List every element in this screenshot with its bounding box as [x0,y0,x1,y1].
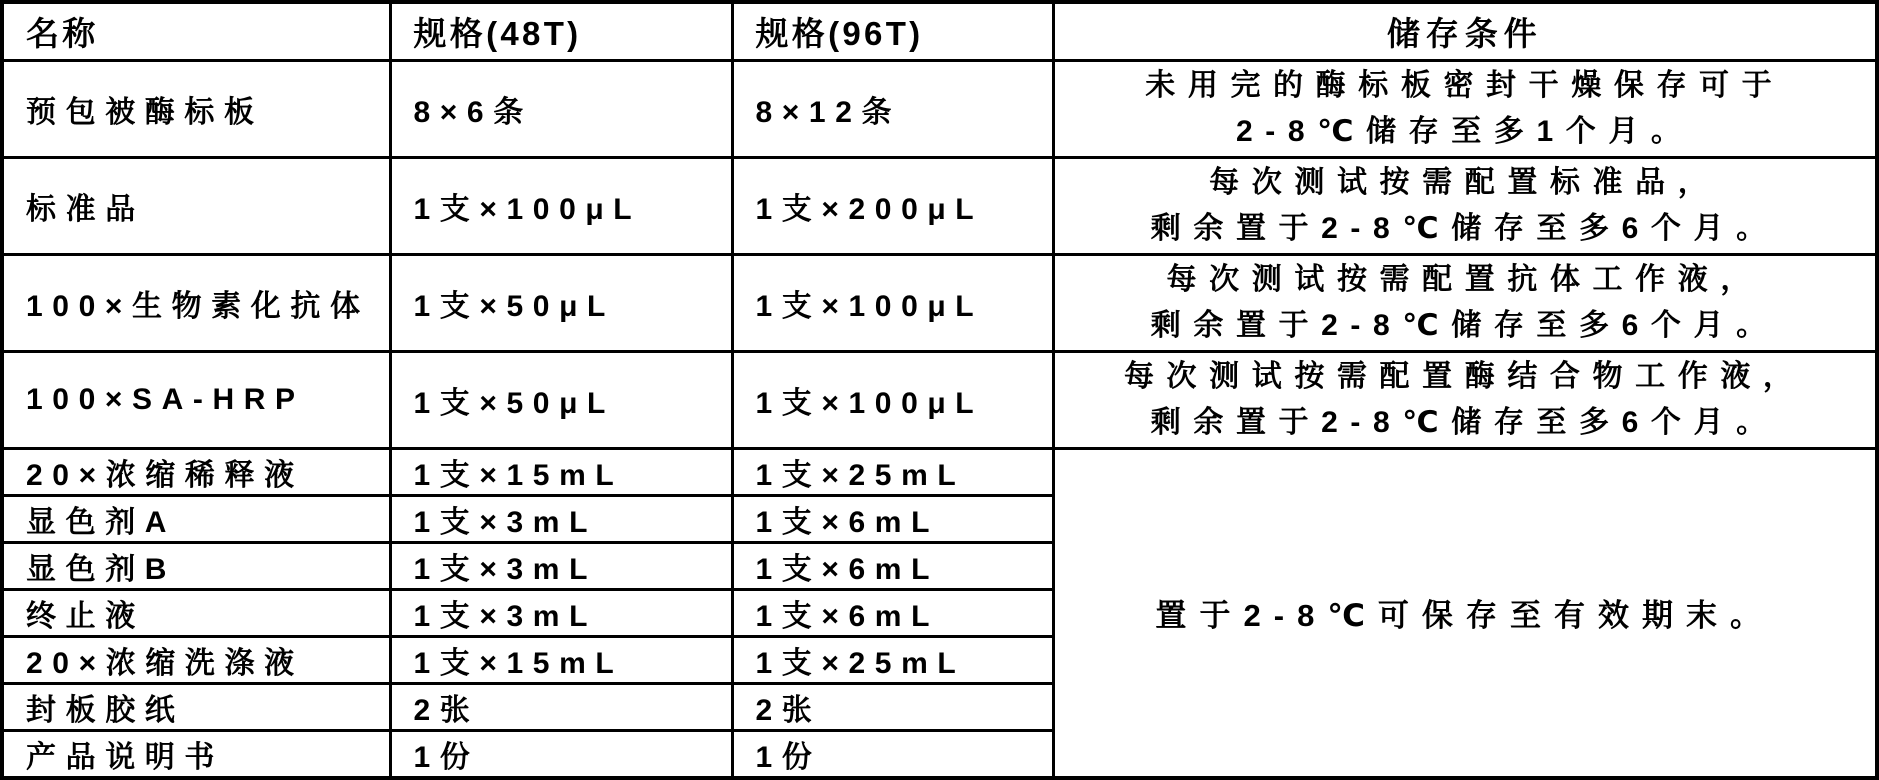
cell-name: 预包被酶标板 [2,60,390,157]
cell-name: 显色剂A [2,495,390,542]
cell-spec-48t: 1支×3mL [390,495,732,542]
storage-line: 每次测试按需配置抗体工作液， [1166,262,1763,296]
table-row [2,351,1877,448]
storage-line: 2-8℃储存至多1个月。 [1235,114,1694,148]
column-header-spec-48t: 规格(48T) [390,2,732,60]
storage-line: 每次测试按需配置酶结合物工作液， [1123,359,1806,393]
cell-spec-48t: 1支×3mL [390,589,732,636]
cell-spec-48t: 1份 [390,730,732,778]
cell-spec-48t: 1支×15mL [390,448,732,495]
table-row [2,448,1877,495]
cell-name: 100×SA-HRP [2,351,390,448]
cell-name: 终止液 [2,589,390,636]
storage-line: 剩余置于2-8℃储存至多6个月。 [1150,308,1779,342]
column-header-storage: 储存条件 [1053,2,1877,60]
cell-spec-96t: 1支×6mL [732,542,1053,589]
cell-storage [1053,351,1877,448]
cell-name: 20×浓缩稀释液 [2,448,390,495]
cell-spec-96t: 1支×6mL [732,495,1053,542]
cell-spec-48t: 1支×50μL [390,254,732,351]
cell-spec-96t: 1支×25mL [732,448,1053,495]
column-header-name: 名称 [2,2,390,60]
cell-spec-96t: 1支×200μL [732,157,1053,254]
cell-spec-48t: 1支×100μL [390,157,732,254]
cell-storage [1053,157,1877,254]
cell-spec-48t: 8×6条 [390,60,732,157]
cell-spec-96t: 1份 [732,730,1053,778]
cell-spec-96t: 2张 [732,683,1053,730]
cell-spec-96t: 8×12条 [732,60,1053,157]
cell-name: 标准品 [2,157,390,254]
cell-spec-48t: 2张 [390,683,732,730]
table-row [2,157,1877,254]
cell-spec-96t: 1支×100μL [732,351,1053,448]
cell-spec-48t: 1支×15mL [390,636,732,683]
cell-storage [1053,254,1877,351]
cell-spec-96t: 1支×6mL [732,589,1053,636]
table-row [2,254,1877,351]
cell-spec-96t: 1支×25mL [732,636,1053,683]
cell-name: 产品说明书 [2,730,390,778]
cell-spec-48t: 1支×50μL [390,351,732,448]
table-row [2,60,1877,157]
storage-line: 未用完的酶标板密封干燥保存可于 [1145,68,1785,102]
storage-line: 每次测试按需配置标准品， [1209,165,1721,199]
cell-name: 100×生物素化抗体 [2,254,390,351]
cell-storage [1053,60,1877,157]
cell-storage-merged: 置于2-8℃可保存至有效期末。 [1053,448,1877,778]
cell-name: 显色剂B [2,542,390,589]
cell-name: 20×浓缩洗涤液 [2,636,390,683]
storage-line: 剩余置于2-8℃储存至多6个月。 [1150,405,1779,439]
header-row [2,2,1877,60]
cell-spec-48t: 1支×3mL [390,542,732,589]
cell-spec-96t: 1支×100μL [732,254,1053,351]
storage-line: 剩余置于2-8℃储存至多6个月。 [1150,211,1779,245]
column-header-spec-96t: 规格(96T) [732,2,1053,60]
cell-name: 封板胶纸 [2,683,390,730]
